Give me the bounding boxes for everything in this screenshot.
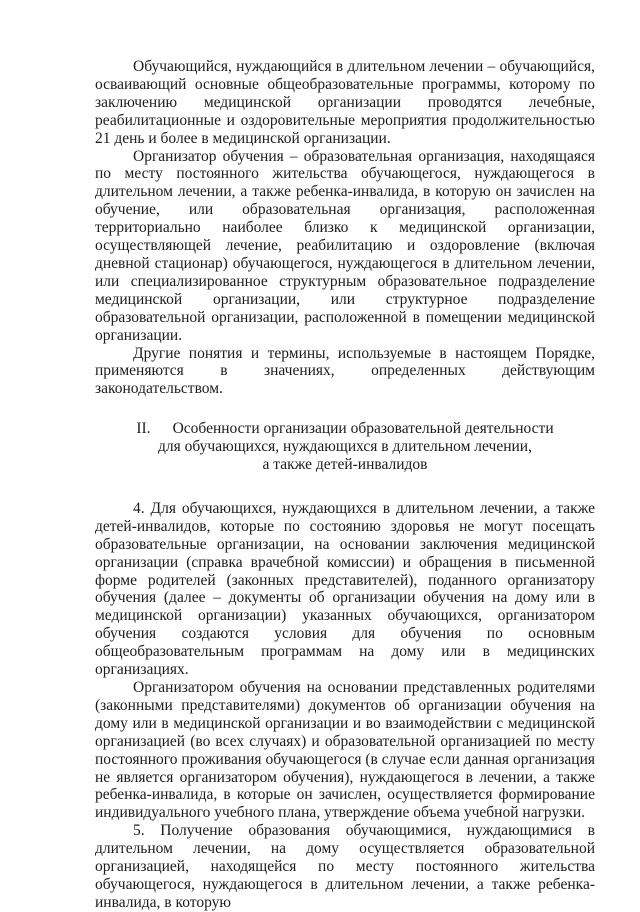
document-page [95,58,595,912]
paragraph-other-terms: Другие понятия и термины, используемые в настоящем Порядке, применяются в значениях, определенных действующим законодательством. [95,344,595,398]
paragraph-clause-5: 5. Получение образования обучающимися, нуждающимися в длительном лечении, на дому осуществляется образовательной организацией, находящейся по месту постоянного жительства обучающегося, нуждающегося в длительном лечении, а также ребенка-инвалида, в которую [95,822,595,911]
section-heading [95,420,595,474]
paragraph-clause-4: 4. Для обучающихся, нуждающихся в длительном лечении, а также детей-инвалидов, которые по состоянию здоровья не могут посещать образовательные организации, на основании заключения медицинской организации (справка врачебной комиссии) и обращения в письменной форме родителей (законных представителей), поданного организатору обучения (далее – документы об организации обучения на дому или в медицинской организации) указанных обучающихся, организатором обучения создаются условия для обучения по основным общеобразовательным программам на дому или в медицинских организациях. [95,499,595,679]
paragraph-definition-organizer: Организатор обучения – образовательная организация, находящаяся по месту постоянного жительства обучающегося, нуждающегося в длительном лечении, а также ребенка-инвалида, в которую он зачислен на обучение, или образовательная организация, расположенная территориально наиболее близко к медицинской организации, осуществляющей лечение, реабилитацию и оздоровление (включая дневной стационар) обучающегося, нуждающегося в длительном лечении, или специализированное структурным образовательное подразделение медицинской организации, или структурное подразделение образовательной организации, расположенной в помещении медицинской организации. [95,147,595,344]
paragraph-individual-plan: Организатором обучения на основании представленных родителями (законными представителями) документов об организации обучения на дому или в медицинской организации и во взаимодействии с медицинской организацией (во всех случаях) и образовательной организацией по месту постоянного проживания обучающегося (в случае если данная организация не является организатором обучения), нуждающегося в лечении, а также ребенка-инвалида, в которые он зачислен, осуществляется формирование индивидуального учебного плана, утверждение объема учебной нагрузки. [95,679,595,822]
section-number: II. [136,420,151,438]
section-title-part-3: а также детей-инвалидов [262,456,428,474]
section-heading-line-1 [95,420,595,438]
paragraph-definition-student: Обучающийся, нуждающийся в длительном лечении – обучающийся, осваивающий основные общеобразовательные программы, которому по заключению медицинской организации проводятся лечебные, реабилитационные и оздоровительные мероприятия продолжительностью 21 день и более в медицинской организации. [95,58,595,147]
section-title-part-1: Особенности организации образовательной деятельности [172,420,554,438]
section-title-part-2: для обучающихся, нуждающихся в длительном лечении, [158,438,532,456]
